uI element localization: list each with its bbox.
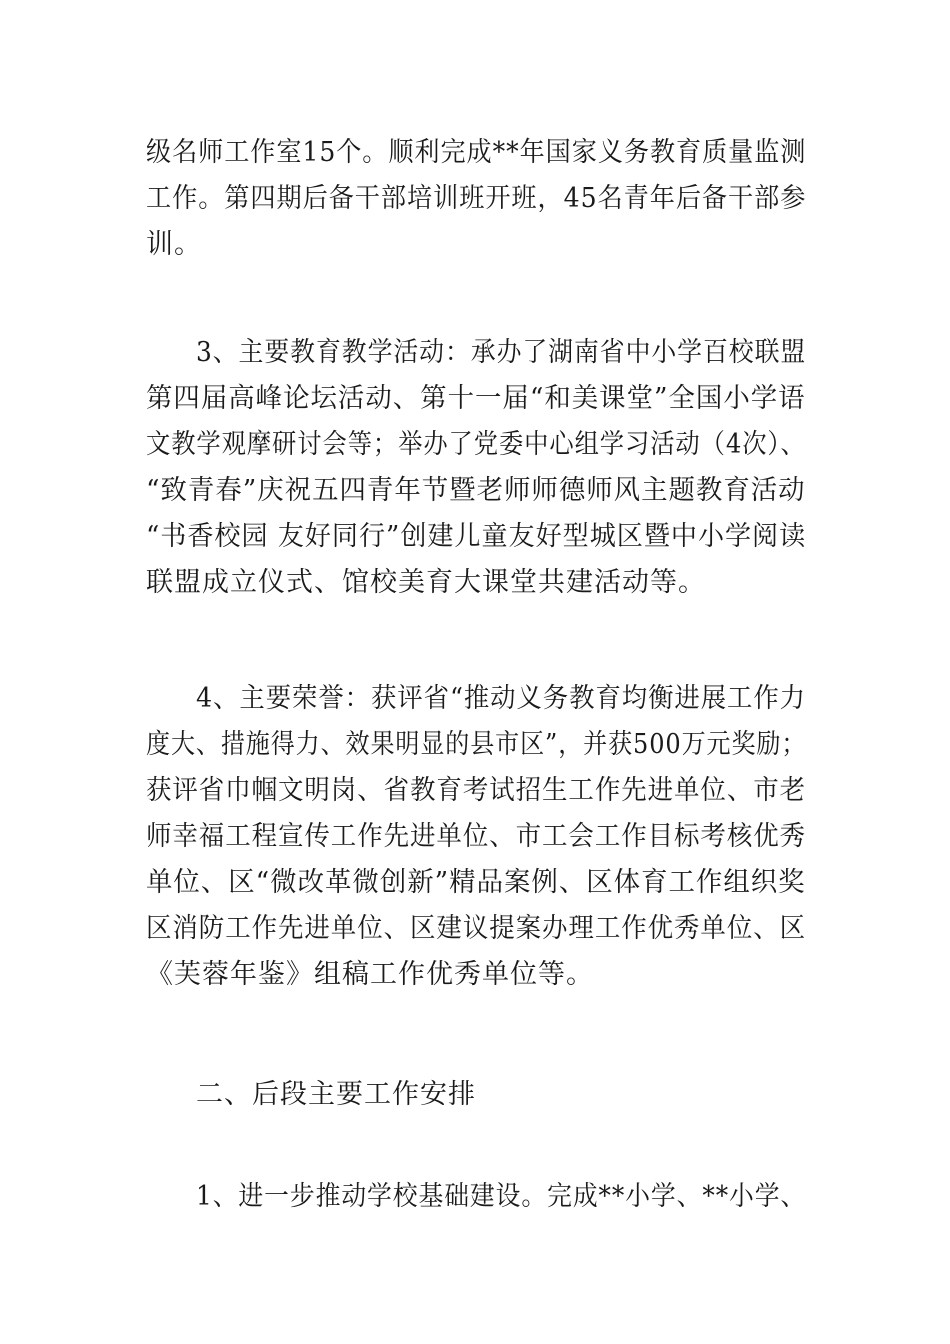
text-line: 工作。第四期后备干部培训班开班，45名青年后备干部参 — [146, 183, 807, 214]
section-heading: 二、后段主要工作安排 — [196, 1079, 476, 1110]
text-line: “致青春”庆祝五四青年节暨老师师德师风主题教育活动 — [146, 475, 806, 506]
text-line: 单位、区“微改革微创新”精品案例、区体育工作组织奖 — [146, 867, 806, 898]
text-line: “书香校园 友好同行”创建儿童友好型城区暨中小学阅读 — [146, 521, 807, 552]
text-line: 第四届高峰论坛活动、第十一届“和美课堂”全国小学语 — [146, 383, 806, 414]
text-line: 训。 — [146, 229, 202, 260]
text-line: 区消防工作先进单位、区建议提案办理工作优秀单位、区 — [146, 913, 807, 944]
text-line: 文教学观摩研讨会等；举办了党委中心组学习活动（4次）、 — [146, 429, 806, 460]
text-line: 1、进一步推动学校基础建设。完成**小学、**小学、 — [196, 1181, 807, 1212]
text-line: 《芙蓉年鉴》组稿工作优秀单位等。 — [146, 959, 594, 990]
text-line: 级名师工作室15个。顺利完成**年国家义务教育质量监测 — [146, 137, 807, 168]
text-line: 师幸福工程宣传工作先进单位、市工会工作目标考核优秀 — [146, 821, 807, 852]
text-line: 4、主要荣誉：获评省“推动义务教育均衡进展工作力 — [196, 683, 806, 714]
text-line: 联盟成立仪式、馆校美育大课堂共建活动等。 — [146, 567, 706, 598]
text-line: 3、主要教育教学活动：承办了湖南省中小学百校联盟 — [196, 337, 807, 368]
text-line: 度大、措施得力、效果明显的县市区”，并获500万元奖励； — [146, 729, 807, 760]
text-line: 获评省巾帼文明岗、省教育考试招生工作先进单位、市老 — [146, 775, 807, 806]
